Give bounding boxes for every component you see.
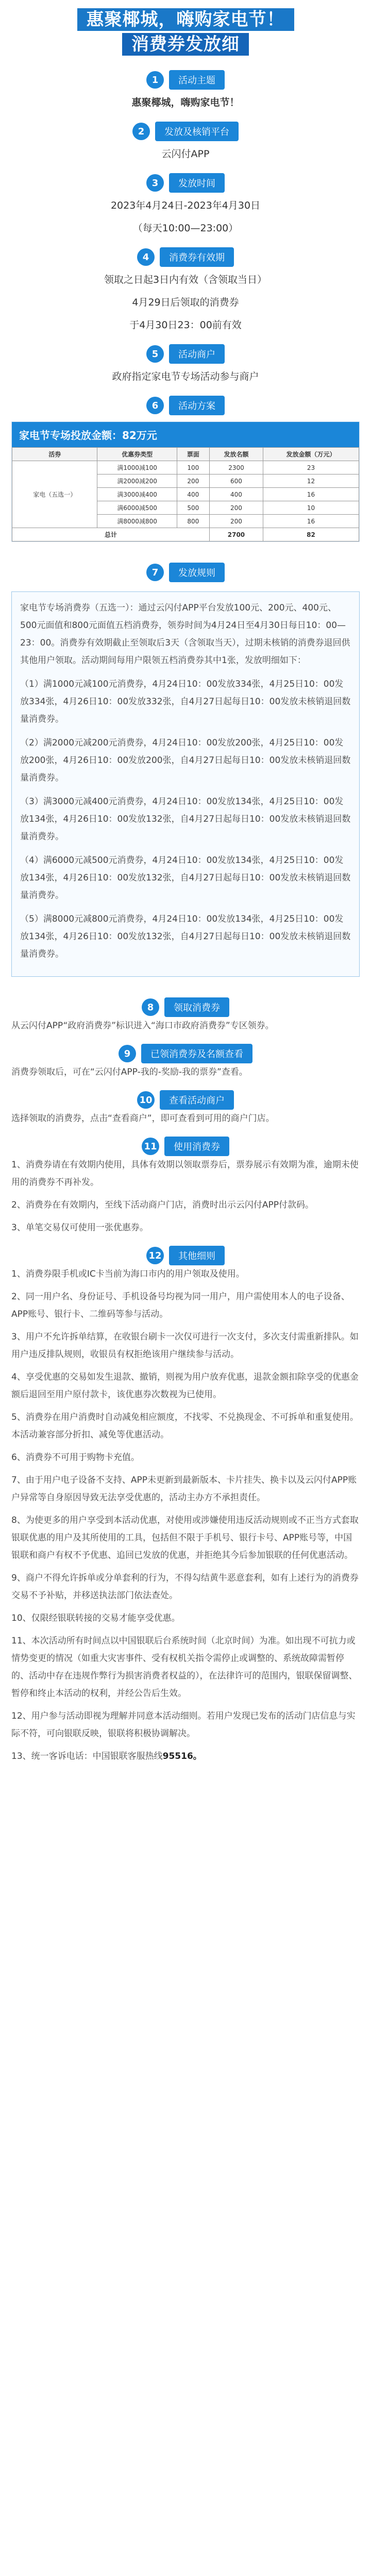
section-label: 领取消费券 — [164, 997, 229, 1017]
rule-item: （5）满8000元减800元消费券，4月24日10：00发放134张，4月25日10：00发放134张，4月26日10：00发放132张，自4月27日起每日10：00发放未核销退回数量消费券。 — [20, 914, 351, 959]
section-number: 8 — [142, 998, 159, 1016]
section-label: 其他细则 — [169, 1246, 225, 1265]
merchants-text: 政府指定家电节专场活动参与商户 — [112, 371, 259, 382]
section-theme — [0, 70, 371, 90]
issue-amount: 16 — [263, 515, 359, 528]
section-merchants — [0, 344, 371, 364]
section-label: 活动方案 — [169, 396, 225, 415]
section-number: 10 — [137, 1091, 155, 1109]
table-row — [12, 461, 359, 474]
view-claimed-text: 消费券领取后，可在“云闪付APP-我的-奖励-我的票券”查看。 — [11, 1067, 248, 1077]
section-platform — [0, 122, 371, 141]
section-number: 12 — [146, 1247, 164, 1264]
face-value: 200 — [177, 474, 209, 488]
section-number: 7 — [146, 564, 164, 581]
col-header: 优惠券类型 — [97, 448, 177, 461]
section-label: 活动主题 — [169, 70, 225, 90]
platform-text: 云闪付APP — [161, 148, 210, 160]
coupon-type: 满6000减500 — [97, 501, 177, 515]
col-header: 票面 — [177, 448, 209, 461]
other-item: 9、商户不得允许拆单或分单套利的行为，不得勾结黄牛恶意套利，如有上述行为的消费券交易不予补贴，并移送执法部门依法查处。 — [11, 1573, 359, 1601]
col-header: 发放金额（万元） — [263, 448, 359, 461]
theme-text: 惠聚椰城，嗨购家电节！ — [131, 97, 240, 108]
group-label: 家电（五选一） — [12, 461, 97, 528]
section-number: 4 — [137, 248, 155, 266]
issue-amount: 16 — [263, 488, 359, 501]
section-use — [0, 1137, 371, 1156]
claim-text: 从云闪付APP“政府消费券”标识进入“海口市政府消费券”专区领券。 — [11, 1021, 274, 1031]
issue-count: 2300 — [209, 461, 263, 474]
hotline-number[interactable]: 95516。 — [162, 1751, 202, 1761]
hotline-line — [11, 1748, 360, 1765]
section-validity — [0, 247, 371, 267]
hero-banner — [0, 0, 371, 61]
rule-item: （3）满3000元减400元消费券，4月24日10：00发放134张，4月25日10：00发放134张，4月26日10：00发放132张，自4月27日起每日10：00发放未核销退回数量消费券。 — [20, 796, 351, 842]
issue-count: 200 — [209, 501, 263, 515]
coupon-type: 满8000减800 — [97, 515, 177, 528]
other-item: 12、用户参与活动即视为理解并同意本活动细则。若用户发现已发布的活动门店信息与实际不符，可向银联反映，银联将积极协调解决。 — [11, 1711, 356, 1739]
hero-title-line2: 消费券发放细 — [122, 33, 249, 56]
col-header: 活券 — [12, 448, 97, 461]
coupon-type: 满2000减200 — [97, 474, 177, 488]
section-time — [0, 173, 371, 193]
face-value: 800 — [177, 515, 209, 528]
total-amount: 82 — [263, 528, 359, 541]
other-item: 2、同一用户名、身份证号、手机设备号均视为同一用户，用户需使用本人的电子设备、APP账号、银行卡、二维码等参与活动。 — [11, 1292, 350, 1319]
other-item: 10、仅限经银联转接的交易才能享受优惠。 — [11, 1613, 180, 1623]
view-merchants-text: 选择领取的消费券，点击“查看商户”，即可查看到可用的商户门店。 — [11, 1113, 275, 1124]
plan-table-box — [11, 421, 360, 542]
issue-count: 400 — [209, 488, 263, 501]
rule-intro: 家电节专场消费券（五选一）：通过云闪付APP平台发放100元、200元、400元、500元面值和800元面值五档消费券，领券时间为4月24日至4月30日每日10：00—23：00。消费券有效期截止至领取后3天（含领取当天），过期未核销的消费券退回供其他用户领取。活动期间每用户限领五档消费券其中1张，发放明细如下： — [20, 603, 350, 666]
section-number: 1 — [146, 71, 164, 89]
section-view-claimed — [0, 1044, 371, 1063]
claim-text-wrap — [11, 1017, 360, 1035]
daily-time: （每天10:00—23:00） — [132, 223, 239, 234]
face-value: 400 — [177, 488, 209, 501]
total-count: 2700 — [209, 528, 263, 541]
date-range: 2023年4月24日-2023年4月30日 — [110, 200, 261, 211]
issue-amount: 10 — [263, 501, 359, 515]
view-claimed-wrap — [11, 1063, 360, 1081]
use-list — [11, 1156, 360, 1236]
section-number: 9 — [119, 1045, 136, 1062]
other-list — [11, 1265, 360, 1765]
validity-line2: 4月29日后领取的消费券 — [132, 297, 239, 308]
face-value: 500 — [177, 501, 209, 515]
validity-line3: 于4月30日23：00前有效 — [129, 319, 242, 331]
coupon-type: 满1000减100 — [97, 461, 177, 474]
issue-amount: 23 — [263, 461, 359, 474]
section-other — [0, 1246, 371, 1265]
section-number: 2 — [132, 123, 150, 140]
table-total-row — [12, 528, 359, 541]
rules-box — [11, 591, 360, 977]
other-item: 1、消费券限手机或IC卡当前为海口市内的用户领取及使用。 — [11, 1269, 245, 1279]
section-label: 发放规则 — [169, 563, 225, 582]
other-item: 7、由于用户电子设备不支持、APP未更新到最新版本、卡片挂失、换卡以及云闪付APP账户异常等自身原因导致无法享受优惠的，活动主办方不承担责任。 — [11, 1475, 357, 1503]
section-rules — [0, 563, 371, 582]
plan-header: 家电节专场投放金额：82万元 — [12, 422, 359, 447]
section-plan — [0, 396, 371, 415]
hotline-label: 13、统一客诉电话：中国银联客服热线 — [11, 1751, 163, 1761]
validity-line1: 领取之日起3日内有效（含领取当日） — [104, 274, 267, 285]
coupon-type: 满3000减400 — [97, 488, 177, 501]
issue-count: 600 — [209, 474, 263, 488]
use-item: 2、消费券在有效期内，至线下活动商户门店，消费时出示云闪付APP付款码。 — [11, 1200, 314, 1210]
face-value: 100 — [177, 461, 209, 474]
other-item: 3、用户不允许拆单结算，在收银台刷卡一次仅可进行一次支付，多次支付需重新排队。如用户违反排队规则，收银员有权拒绝该用户继续参与活动。 — [11, 1332, 359, 1360]
use-item: 3、单笔交易仅可使用一张优惠券。 — [11, 1223, 148, 1233]
issue-amount: 12 — [263, 474, 359, 488]
other-item: 5、消费券在用户消费时自动减免相应额度，不找零、不兑换现金、不可拆单和重复使用。本活动兼容部分折扣、减免等优惠活动。 — [11, 1412, 359, 1440]
issue-count: 200 — [209, 515, 263, 528]
section-label: 查看活动商户 — [160, 1090, 234, 1110]
section-number: 5 — [146, 345, 164, 363]
section-label: 发放时间 — [169, 173, 225, 193]
section-number: 11 — [142, 1138, 159, 1155]
other-item: 8、为使更多的用户享受到本活动优惠，对使用或涉嫌使用违反活动规则或不正当方式套取银联优惠的用户及其所使用的工具，包括但不限于手机号、银行卡号、APP账号等，中国银联和商户有权不予优惠、追回已发放的优惠，并拒绝其今后参加银联的任何优惠活动。 — [11, 1515, 359, 1561]
rule-item: （4）满6000元减500元消费券，4月24日10：00发放134张，4月25日10：00发放134张，4月26日10：00发放132张，自4月27日起每日10：00发放未核销退回数量消费券。 — [20, 855, 351, 901]
section-label: 使用消费券 — [164, 1137, 229, 1156]
rule-item: （2）满2000元减200元消费券，4月24日10：00发放200张，4月25日10：00发放200张，4月26日10：00发放200张，自4月27日起每日10：00发放未核销退回数量消费券。 — [20, 738, 351, 783]
section-label: 发放及核销平台 — [155, 122, 239, 141]
section-view-merchants — [0, 1090, 371, 1110]
other-item: 4、享受优惠的交易如发生退款、撤销，则视为用户放弃优惠，退款金额扣除享受的优惠金额后退回至用户原付款卡，该优惠券次数视为已使用。 — [11, 1372, 359, 1400]
section-label: 活动商户 — [169, 344, 225, 364]
hero-title-line1: 惠聚椰城，嗨购家电节！ — [77, 8, 294, 31]
section-label: 消费券有效期 — [160, 247, 234, 267]
rule-item: （1）满1000元减100元消费券，4月24日10：00发放334张，4月25日10：00发放334张，4月26日10：00发放332张，自4月27日起每日10：00发放未核销退回数量消费券。 — [20, 679, 351, 724]
col-header: 发放名额 — [209, 448, 263, 461]
section-claim — [0, 997, 371, 1017]
section-label: 已领消费券及名额查看 — [141, 1044, 252, 1063]
section-number: 6 — [146, 397, 164, 414]
other-item: 11、本次活动所有时间点以中国银联后台系统时间（北京时间）为准。如出现不可抗力或情势变更的情况（如重大灾害事件、受有权机关指令需停止或调整的、系统故障需暂停的、活动中存在违规作弊行为损害消费者权益的），在法律许可的范围内，银联保留调整、暂停和终止本活动的权利，并经公告后生效。 — [11, 1636, 358, 1699]
plan-table — [12, 447, 359, 541]
section-number: 3 — [146, 174, 164, 192]
other-item: 6、消费券不可用于购物卡充值。 — [11, 1452, 140, 1463]
total-label: 总计 — [12, 528, 210, 541]
view-merchants-wrap — [11, 1110, 360, 1127]
use-item: 1、消费券请在有效期内使用，具体有效期以领取票券后，票券展示有效期为准，逾期未使用的消费券不再补发。 — [11, 1160, 359, 1188]
